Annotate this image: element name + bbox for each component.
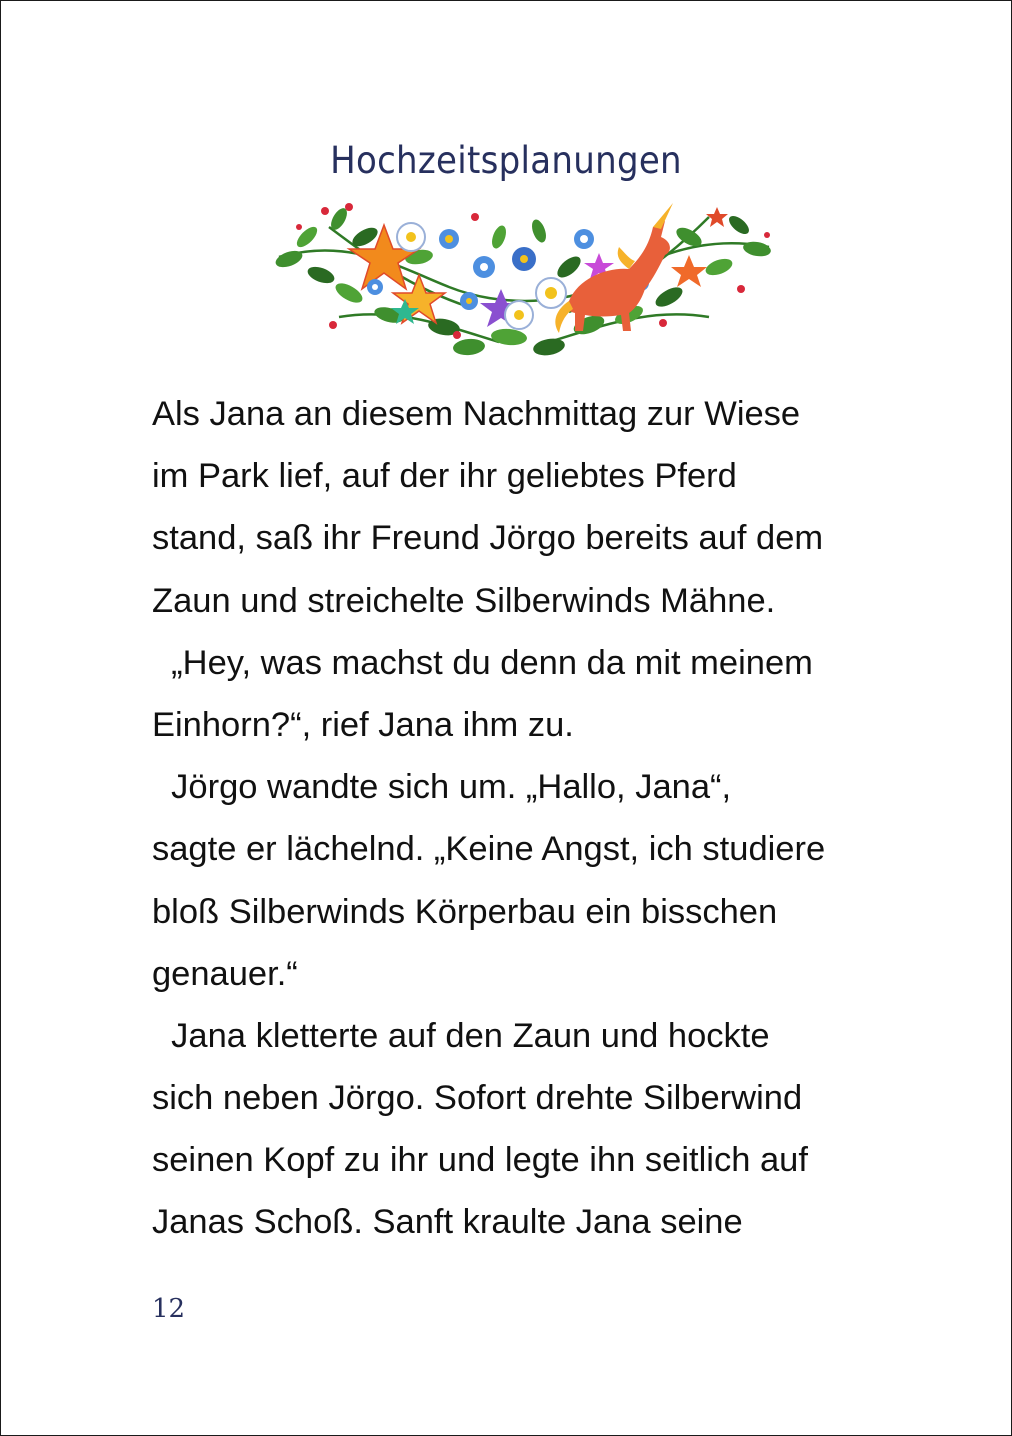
story-line: im Park lief, auf der ihr geliebtes Pferd <box>152 457 737 496</box>
story-line: sagte er lächelnd. „Keine Angst, ich studiere <box>152 830 826 869</box>
chapter-title: Hochzeitsplanungen <box>330 139 682 182</box>
story-line: Als Jana an diesem Nachmittag zur Wiese <box>152 395 801 433</box>
story-line: bloß Silberwinds Körperbau ein bisschen <box>152 892 778 931</box>
page-number: 12 <box>152 1294 186 1324</box>
floral-garland-icon <box>269 197 777 365</box>
story-line: Jörgo wandte sich um. „Hallo, Jana“, <box>152 768 732 807</box>
story-line: „Hey, was machst du denn da mit meinem <box>152 643 813 682</box>
story-line: stand, saß ihr Freund Jörgo bereits auf dem <box>152 519 824 558</box>
story-line: genauer.“ <box>152 954 298 993</box>
story-line: Jana kletterte auf den Zaun und hockte <box>152 1016 770 1055</box>
story-line: sich neben Jörgo. Sofort drehte Silberwind <box>152 1079 803 1118</box>
story-line: Janas Schoß. Sanft kraulte Jana seine <box>152 1203 743 1242</box>
story-text <box>152 383 892 1254</box>
story-line: Einhorn?“, rief Jana ihm zu. <box>152 705 574 744</box>
story-line: Zaun und streichelte Silberwinds Mähne. <box>152 581 776 620</box>
story-line: seinen Kopf zu ihr und legte ihn seitlich auf <box>152 1141 808 1180</box>
